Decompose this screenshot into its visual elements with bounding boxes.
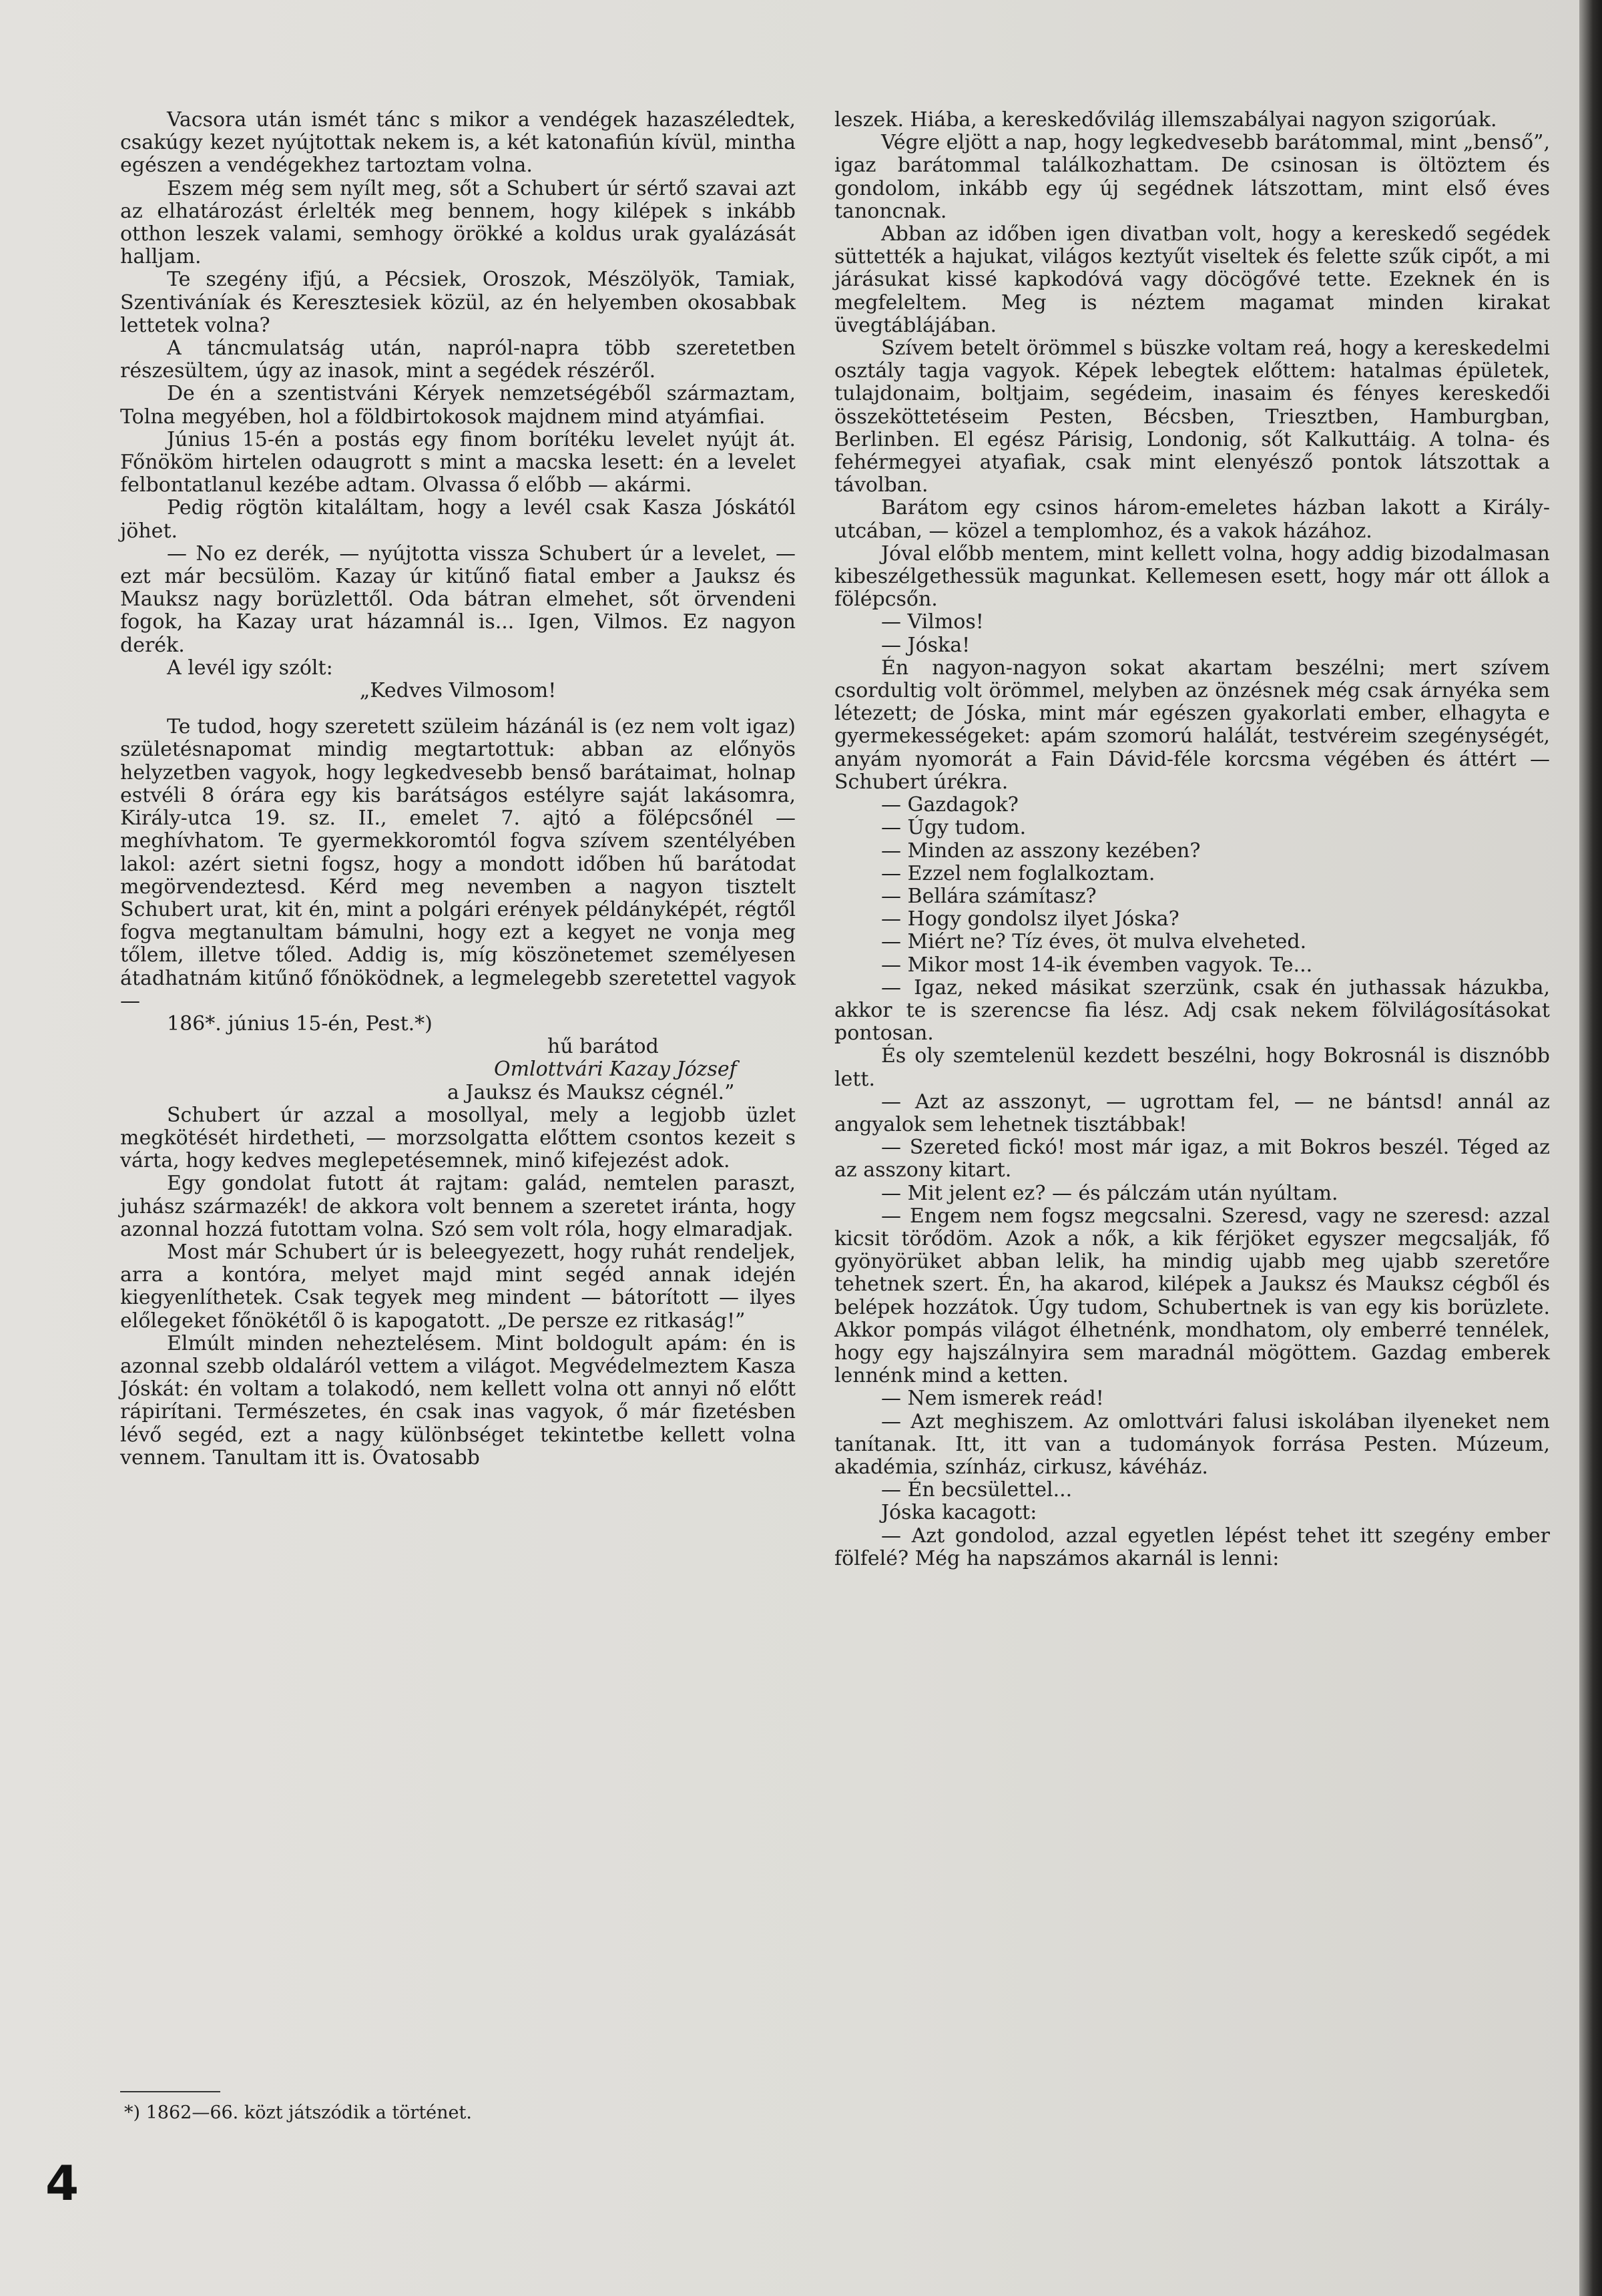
left-column-paragraph: A levél igy szólt: [167, 656, 333, 680]
left-column-paragraph: Vacsora után ismét tánc s mikor a vendégek hazaszéledtek, csakúgy kezet nyújtottak nekem is, a két katonafiún kívül, mintha egészen a vendégekhez tartoztam volna. [120, 108, 796, 178]
page-number: 4 [45, 2155, 79, 2211]
footnote: *) 1862—66. közt játszódik a történet. [124, 2102, 472, 2123]
left-text-column [120, 109, 796, 1469]
right-column-paragraph: leszek. Hiába, a kereskedővilág illemszabályai nagyon szigorúak. [834, 108, 1497, 132]
left-column-paragraph: Eszem még sem nyílt meg, sőt a Schubert úr sértő szavai azt az elhatározást érlelték meg bennem, hogy kilépek s inkább otthon leszek valami, semhogy örökké a koldus urak gyalázását halljam. [120, 176, 796, 269]
left-column-paragraph: Te szegény ifjú, a Pécsiek, Oroszok, Mészölyök, Tamiak, Szentiváníak és Keresztesiek közül, az én helyemben okosabbak lettetek volna? [120, 268, 796, 337]
left-column-paragraph: Június 15-én a postás egy finom borítéku levelet nyújt át. Főnököm hirtelen odaugrott s mint a macska lesett: én a levelet felbontatlanul kezébe adtam. Olvassa ő előbb — akármi. [120, 427, 796, 497]
right-column-paragraph: — Miért ne? Tíz éves, öt mulva elveheted. [881, 930, 1307, 954]
right-column-paragraph: — Szereted fickó! most már igaz, a mit Bokros beszél. Téged az az asszony kitart. [834, 1136, 1550, 1182]
right-column-paragraph: — Gazdagok? [881, 793, 1019, 817]
left-column-paragraph: 186*. június 15-én, Pest.*) [167, 1011, 433, 1036]
right-column-paragraph: — Engem nem fogsz megcsalni. Szeresd, vagy ne szeresd: azzal kicsit törődöm. Azok a nők, a kik férjöket egyszer megcsalják, fő gyönyörüket abban lelik, ha mindig ujabb meg ujabb szeretőre tehetnek szert. Én, ha akarod, kilépek a Jauksz és Mauksz cégből és belépek hozzátok. Úgy tudom, Schubertnek is van egy kis borüzlete. Akkor pompás világot élhetnénk, mondhatom, oly emberré tennélek, hogy egy hajszálnyira sem maradnál mögöttem. Gazdag emberek lennénk mind a ketten. [834, 1204, 1550, 1388]
right-column-paragraph: És oly szemtelenül kezdett beszélni, hogy Bokrosnál is disznóbb lett. [834, 1044, 1550, 1091]
letter-closing: hű barátod [547, 1035, 659, 1059]
right-column-paragraph: — Hogy gondolsz ilyet Jóska? [881, 907, 1179, 931]
right-column-paragraph: — Én becsülettel... [881, 1478, 1073, 1502]
right-column-paragraph: Jóval előbb mentem, mint kellett volna, hogy addig bizodalmasan kibeszélgethessük magunkat. Kellemesen esett, hogy már ott állok a fölépcsőn. [834, 541, 1550, 612]
right-column-paragraph: — Igaz, neked másikat szerzünk, csak én juthassak házukba, akkor te is szerencse fia lész. Adj csak nekem fölvilágosításokat pontosan. [834, 975, 1550, 1046]
right-column-paragraph: — Bellára számítasz? [881, 884, 1097, 908]
right-column-paragraph: Szívem betelt örömmel s büszke voltam reá, hogy a kereskedelmi osztály tagja vagyok. Képek lebegtek előttem: hatalmas épületek, tulajdonaim, boltjaim, segédeim, inasaim és fényes kereskedői összeköttetéseim Pesten, Bécsben, Triesztben, Hamburgban, Berlinben. El egész Párisig, Londonig, sőt Kalkuttáig. A tolna- és fehérmegyei atyafiak, csak mint elenyésző pontok látszottak a távolban. [834, 336, 1550, 497]
left-column-paragraph: Most már Schubert úr is beleegyezett, hogy ruhát rendeljek, arra a kontóra, melyet majd mint segéd annak idején kiegyenlíthetek. Csak tegyek meg mindent — bátorított — ilyes előlegeket főnökétől õ is kapogatott. „De persze ez ritkaság!” [120, 1240, 796, 1333]
left-column-paragraph: Egy gondolat futott át rajtam: galád, nemtelen paraszt, juhász származék! de akkora volt bennem a szeretet iránta, hogy azonnal hozzá futottam volna. Szó sem volt róla, hogy elmaradjak. [120, 1172, 796, 1241]
left-column-paragraph: Te tudod, hogy szeretett szüleim házánál is (ez nem volt igaz) születésnapomat mindig megtartottuk: abban az előnyös helyzetben vagyok, hogy legkedvesebb benső barátaimat, holnap estvéli 8 órára egy kis barátságos estélyre saját lakásomra, Király-utca 19. sz. II., emelet 7. ajtó a fölépcsőnél — meghívhatom. Te gyermekkoromtól fogva szívem szentélyében lakol: azért sietni fogsz, hogy a mondott időben hű barátodat megörvendeztesd. Kérd meg nevemben a nagyon tisztelt Schubert urat, kit én, mint a polgári erények példányképét, régtől fogva megtanultam bámulni, hogy ezt a kegyet ne vonja meg tőlem, illetve tőled. Addig is, míg köszönetemet személyesen átadhatnám kitűnő főnöködnek, a legmelegebb szeretettel vagyok — [120, 715, 796, 1013]
letter-signature: Omlottvári Kazay József [494, 1058, 737, 1082]
right-column-paragraph: — Azt gondolod, azzal egyetlen lépést tehet itt szegény ember fölfelé? Még ha napszámos akarnál is lenni: [834, 1524, 1550, 1570]
right-column-paragraph: Barátom egy csinos három-emeletes házban lakott a Király-utcában, — közel a templomhoz, és a vakok házához. [834, 496, 1550, 543]
right-column-paragraph: — Minden az asszony kezében? [881, 839, 1201, 863]
right-column-paragraph: — Vilmos! [881, 610, 984, 634]
right-column-paragraph: Én nagyon-nagyon sokat akartam beszélni; mert szívem csordultig volt örömmel, melyben az önzésnek még csak árnyéka sem létezett; de Jóska, mint már egészen gyakorlati ember, elhagyta e gyermekességeket: apám szomorú halálát, testvéreim szegénységét, anyám nyomorát a Fain Dávid-féle korcsma végében és áttért — Schubert úrékra. [834, 656, 1550, 794]
left-column-paragraph: Elmúlt minden neheztelésem. Mint boldogult apám: én is azonnal szebb oldaláról vettem a világot. Megvédelmeztem Kasza Jóskát: én voltam a tolakodó, nem kellett volna ott annyi nő előtt rápirítani. Természetes, én csak inas vagyok, ő már fizetésben lévő segéd, ezt a nagy különbséget tekintetbe kellett volna vennem. Tanultam itt is. Óvatosabb [120, 1331, 796, 1469]
footnote-rule [120, 2091, 220, 2092]
page-binding-shadow [1579, 0, 1602, 2296]
right-column-paragraph: — Úgy tudom. [881, 816, 1027, 840]
letter-salutation: „Kedves Vilmosom! [359, 679, 557, 703]
left-column-paragraph: — No ez derék, — nyújtotta vissza Schubert úr a levelet, — ezt már becsülöm. Kazay úr kitűnő fiatal ember a Jauksz és Mauksz nagy borüzlettől. Oda bátran elmehet, sőt örvendeni fogok, ha Kazay urat házamnál is... Igen, Vilmos. Ez nagyon derék. [120, 541, 796, 657]
right-column-paragraph: Jóska kacagott: [881, 1501, 1037, 1525]
right-column-paragraph: — Jóska! [881, 633, 971, 657]
right-column-paragraph: — Azt az asszonyt, — ugrottam fel, — ne bántsd! annál az angyalok sem lehetnek tisztábbak! [834, 1090, 1550, 1136]
right-column-paragraph: — Ezzel nem foglalkoztam. [881, 861, 1155, 885]
right-column-paragraph: — Azt meghiszem. Az omlottvári falusi iskolában ilyeneket nem tanítanak. Itt, itt van a tudományok forrása Pesten. Múzeum, akadémia, színház, cirkusz, kávéház. [834, 1409, 1550, 1479]
right-text-column [834, 109, 1550, 1570]
letter-signature-firm: a Jauksz és Mauksz cégnél.” [447, 1080, 735, 1104]
right-column-paragraph: — Mit jelent ez? — és pálczám után nyúltam. [881, 1181, 1338, 1205]
right-column-paragraph: Végre eljött a nap, hogy legkedvesebb barátommal, mint „benső”, igaz barátommal találkozhattam. De csinosan is öltöztem és gondolom, inkább egy új segédnek látszottam, mint első éves tanoncnak. [834, 131, 1550, 223]
right-column-paragraph: — Nem ismerek reád! [881, 1387, 1104, 1411]
left-column-paragraph: Schubert úr azzal a mosollyal, mely a legjobb üzlet megkötését hirdetheti, — morzsolgatta előttem csontos kezeit s várta, hogy kedves meglepetésemnek, minő kifejezést adok. [120, 1103, 796, 1173]
left-column-paragraph: Pedig rögtön kitaláltam, hogy a levél csak Kasza Jóskától jöhet. [120, 496, 796, 543]
right-column-paragraph: — Mikor most 14-ik évemben vagyok. Te... [881, 953, 1313, 977]
left-column-paragraph: A táncmulatság után, napról-napra több szeretetben részesültem, úgy az inasok, mint a segédek részéről. [120, 336, 796, 383]
right-column-paragraph: Abban az időben igen divatban volt, hogy a kereskedő segédek süttették a hajukat, világos keztyűt viseltek és felette szűk cipőt, a mi járásukat kissé kapkodóvá vagy döcögővé tette. Ezeknek én is megfeleltem. Meg is néztem magamat minden kirakat üvegtáblájában. [834, 222, 1550, 337]
left-column-paragraph: De én a szentistváni Kéryek nemzetségéből származtam, Tolna megyében, hol a földbirtokosok majdnem mind atyámfiai. [120, 382, 796, 429]
paragraph-gap [120, 702, 796, 716]
